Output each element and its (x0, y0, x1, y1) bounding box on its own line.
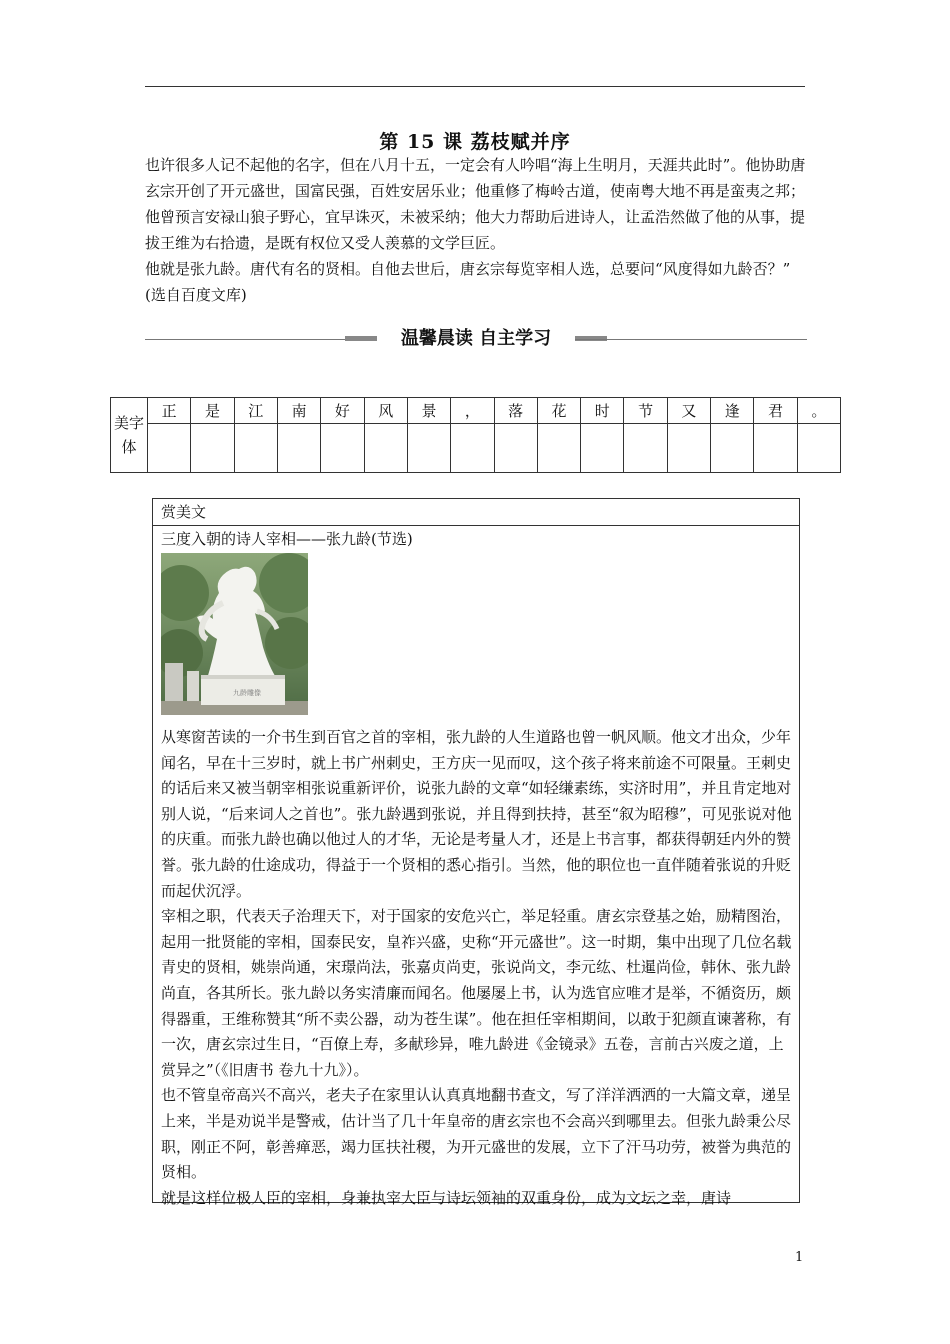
practice-blank-cell[interactable] (494, 424, 537, 473)
page-number: 1 (795, 1250, 804, 1265)
practice-char: 正 (148, 398, 191, 424)
reading-paragraph: 宰相之职，代表天子治理天下，对于国家的安危兴亡，举足轻重。唐玄宗登基之始，励精图治，起用一批贤能的宰相，国泰民安，皇祚兴盛，史称“开元盛世”。这一时期，集中出现了几位名载青史的贤相，姚崇尚通，宋璟尚法，张嘉贞尚吏，张说尚文，李元纮、杜暹尚俭，韩休、张九龄尚直，各其所长。张九龄以务实清廉而闻名。他屡屡上书，认为选官应唯才是举，不循资历，颇得器重，王维称赞其“所不卖公器，动为苍生谋”。他在担任宰相期间，以敢于犯颜直谏著称，有一次，唐玄宗过生日，“百僚上寿，多献珍异，唯九龄进《金镜录》五卷，言前古兴废之道，上赏异之”（《旧唐书 卷九十九》）。 (161, 907, 792, 1079)
reading-subtitle: 三度入朝的诗人宰相——张九龄(节选) (161, 530, 413, 548)
section-heading-text: 温馨晨读 自主学习 (400, 328, 552, 349)
practice-blank-cell[interactable] (321, 424, 364, 473)
practice-blank-cell[interactable] (537, 424, 580, 473)
reading-box (152, 498, 800, 1207)
statue-plinth-inscription: 九龄雕像 (233, 689, 261, 697)
practice-char: 落 (494, 398, 537, 424)
practice-char: 是 (191, 398, 234, 424)
practice-blank-cell[interactable] (191, 424, 234, 473)
heading-rule-right (575, 339, 807, 340)
practice-char: 江 (234, 398, 277, 424)
intro-source: (选自百度文库) (145, 286, 247, 304)
reading-paragraph: 就是这样位极人臣的宰相，身兼执宰大臣与诗坛领袖的双重身份，成为文坛之幸，唐诗 (161, 1188, 732, 1207)
intro-paragraph: 他就是张九龄。唐代有名的贤相。自他去世后，唐玄宗每览宰相人选，总要问“风度得如九龄否？” (145, 260, 791, 278)
practice-blank-cell[interactable] (364, 424, 407, 473)
practice-blank-cell[interactable] (407, 424, 450, 473)
practice-char: 君 (754, 398, 797, 424)
reading-paragraph: 也不管皇帝高兴不高兴，老夫子在家里认认真真地翻书查文，写了洋洋洒洒的一大篇文章，递呈上来，半是劝说半是警戒，估计当了几十年皇帝的唐玄宗也不会高兴到哪里去。但张九龄秉公尽职，刚正不阿，彰善瘅恶，竭力匡扶社稷，为开元盛世的发展，立下了汗马功劳，被誉为典范的贤相。 (161, 1086, 792, 1182)
practice-blank-cell[interactable] (234, 424, 277, 473)
statue-illustration (161, 553, 308, 715)
practice-char: 风 (364, 398, 407, 424)
intro-text (145, 152, 815, 308)
practice-char: 南 (277, 398, 320, 424)
practice-char: ， (451, 398, 494, 424)
header-rule (145, 86, 805, 87)
section-heading (145, 322, 807, 354)
practice-char: 又 (667, 398, 710, 424)
practice-blank-cell[interactable] (581, 424, 624, 473)
practice-blank-cell[interactable] (148, 424, 191, 473)
practice-blank-cell[interactable] (451, 424, 494, 473)
practice-char: 逢 (711, 398, 754, 424)
intro-paragraph: 也许很多人记不起他的名字，但在八月十五，一定会有人吟唱“海上生明月，天涯共此时”。他协助唐玄宗开创了开元盛世，国富民强，百姓安居乐业；他重修了梅岭古道，使南粤大地不再是蛮夷之邦；他曾预言安禄山狼子野心，宜早诛灭，未被采纳；他大力帮助后进诗人，让孟浩然做了他的从事，提拔王维为右拾遗，是既有权位又受人羡慕的文学巨匠。 (145, 156, 806, 252)
practice-blank-cell[interactable] (797, 424, 840, 473)
practice-label: 美字体 (111, 398, 148, 473)
practice-blank-cell[interactable] (667, 424, 710, 473)
practice-char: 好 (321, 398, 364, 424)
lesson-title: 第 15 课 荔枝赋并序 (379, 131, 571, 153)
reading-paragraph: 从寒窗苦读的一介书生到百官之首的宰相，张九龄的人生道路也曾一帆风顺。他文才出众，少年闻名，早在十三岁时，就上书广州刺史，王方庆一见而叹，这个孩子将来前途不可限量。王刺史的话后来又被当朝宰相张说重新评价，说张九龄的文章“如轻缣素练，实济时用”，并且肯定地对别人说，“后来词人之首也”。张九龄遇到张说，并且得到扶持，甚至“叙为昭穆”，可见张说对他的庆重。而张九龄也确以他过人的才华，无论是考量人才，还是上书言事，都获得朝廷内外的赞誉。张九龄的仕途成功，得益于一个贤相的悉心指引。当然，他的职位也一直伴随着张说的升贬而起伏沉浮。 (161, 728, 792, 900)
practice-char: 时 (581, 398, 624, 424)
practice-char: 景 (407, 398, 450, 424)
practice-char: 节 (624, 398, 667, 424)
calligraphy-practice-table (110, 397, 841, 473)
reading-body (161, 725, 797, 1211)
reading-box-header: 赏美文 (153, 499, 799, 526)
practice-char: 花 (537, 398, 580, 424)
heading-bar-left (345, 336, 377, 341)
practice-blank-cell[interactable] (711, 424, 754, 473)
zhang-jiuling-statue-image (161, 553, 308, 715)
heading-rule-left (145, 339, 377, 340)
practice-char: 。 (797, 398, 840, 424)
practice-blank-cell[interactable] (624, 424, 667, 473)
practice-blank-cell[interactable] (277, 424, 320, 473)
practice-blank-cell[interactable] (754, 424, 797, 473)
